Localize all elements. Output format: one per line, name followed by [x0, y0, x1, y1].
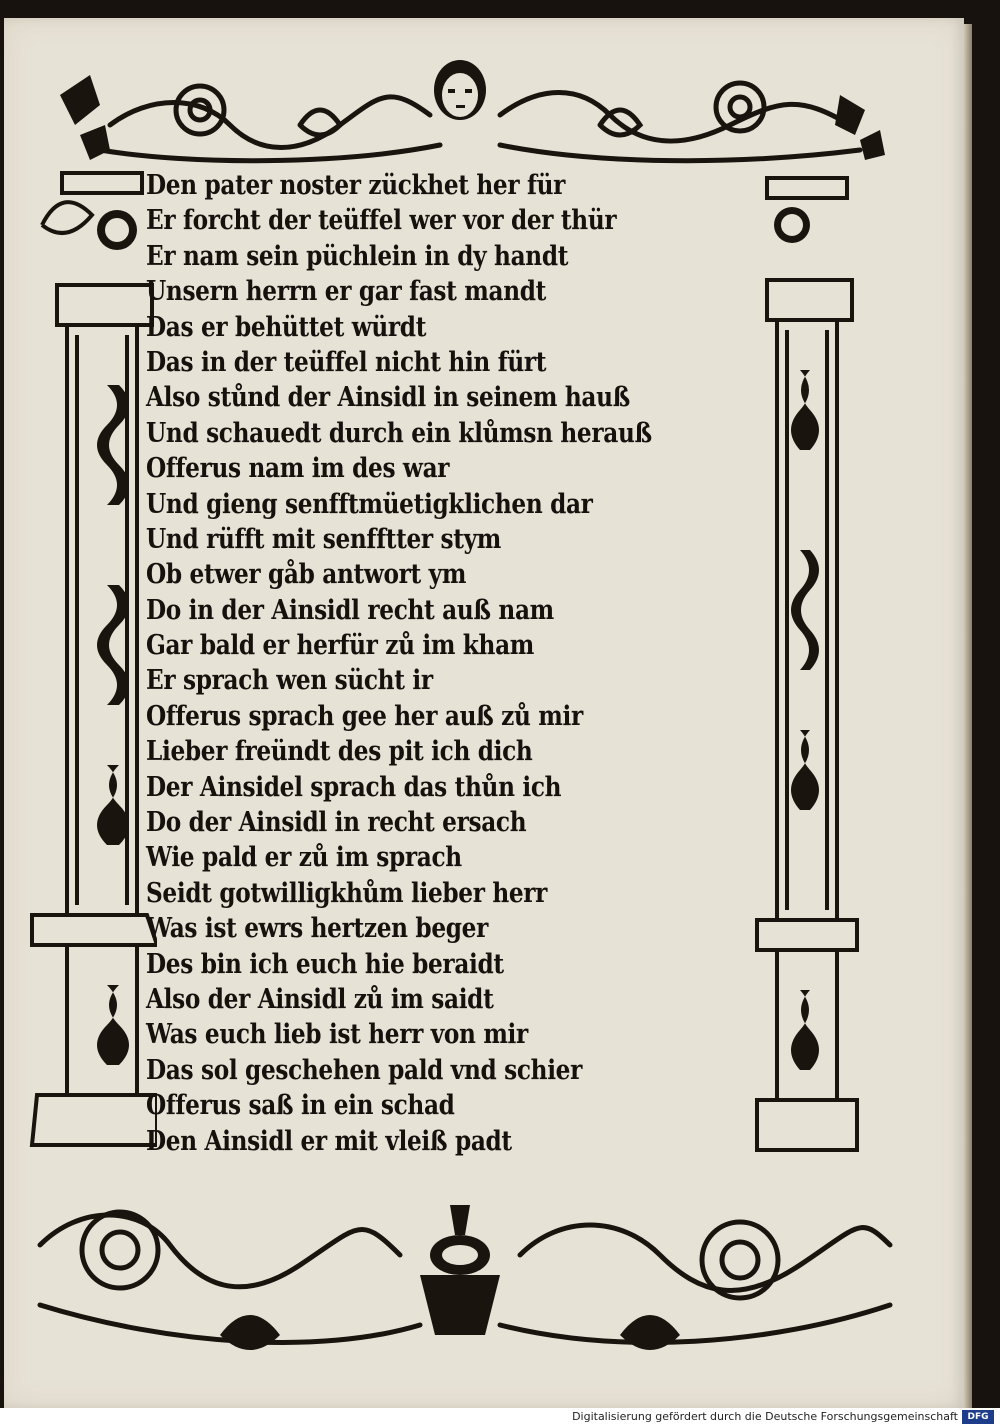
digitization-credit: Digitalisierung gefördert durch die Deutsche Forschungsgemeinschaft — [572, 1410, 958, 1423]
verse-line-12: Ob etwer gåb antwort ym — [146, 559, 467, 591]
verse-line-2: Er forcht der teüffel wer vor der thür — [146, 205, 617, 237]
verse-line-26: Das sol geschehen pald vnd schier — [146, 1054, 582, 1086]
page-edge — [964, 24, 972, 1408]
verse-line-14: Gar bald er herfür zů im kham — [146, 630, 535, 662]
verse-line-17: Lieber freündt des pit ich dich — [146, 736, 533, 768]
verse-line-7: Also stůnd der Ainsidl in seinem hauß — [146, 382, 630, 414]
verse-line-28: Den Ainsidl er mit vleiß padt — [146, 1125, 512, 1157]
verse-line-22: Was ist ewrs hertzen beger — [146, 913, 488, 945]
verse-line-23: Des bin ich euch hie beraidt — [146, 948, 504, 980]
verse-line-5: Das er behüttet würdt — [146, 311, 427, 343]
verse-text-block — [146, 168, 766, 1159]
verse-line-19: Do der Ainsidl in recht ersach — [146, 807, 527, 839]
verse-line-10: Und gieng senfftmüetigklichen dar — [146, 488, 593, 520]
top-ornament-border — [40, 55, 890, 175]
bottom-ornament-border — [20, 1185, 900, 1385]
right-column-ornament — [752, 170, 862, 1180]
verse-line-27: Offerus saß in ein schad — [146, 1090, 455, 1122]
dfg-logo: DFG — [962, 1410, 994, 1424]
verse-line-20: Wie pald er zů im sprach — [146, 842, 462, 874]
left-column-ornament — [22, 165, 157, 1180]
verse-line-21: Seidt gotwilligkhům lieber herr — [146, 877, 548, 909]
verse-line-8: Und schauedt durch ein klůmsn herauß — [146, 417, 652, 449]
verse-line-18: Der Ainsidel sprach das thůn ich — [146, 771, 562, 803]
verse-line-25: Was euch lieb ist herr von mir — [146, 1019, 528, 1051]
verse-line-6: Das in der teüffel nicht hin fürt — [146, 346, 547, 378]
verse-line-4: Unsern herrn er gar fast mandt — [146, 276, 547, 308]
verse-line-3: Er nam sein püchlein in dy handt — [146, 240, 569, 272]
verse-line-24: Also der Ainsidl zů im saidt — [146, 983, 494, 1015]
verse-line-9: Offerus nam im des war — [146, 453, 450, 485]
verse-line-16: Offerus sprach gee her auß zů mir — [146, 700, 583, 732]
verse-line-13: Do in der Ainsidl recht auß nam — [146, 594, 554, 626]
verse-line-1: Den pater noster zückhet her für — [146, 170, 566, 201]
verse-line-11: Und rüfft mit senfftter stym — [146, 523, 502, 555]
verse-line-15: Er sprach wen sücht ir — [146, 665, 433, 697]
